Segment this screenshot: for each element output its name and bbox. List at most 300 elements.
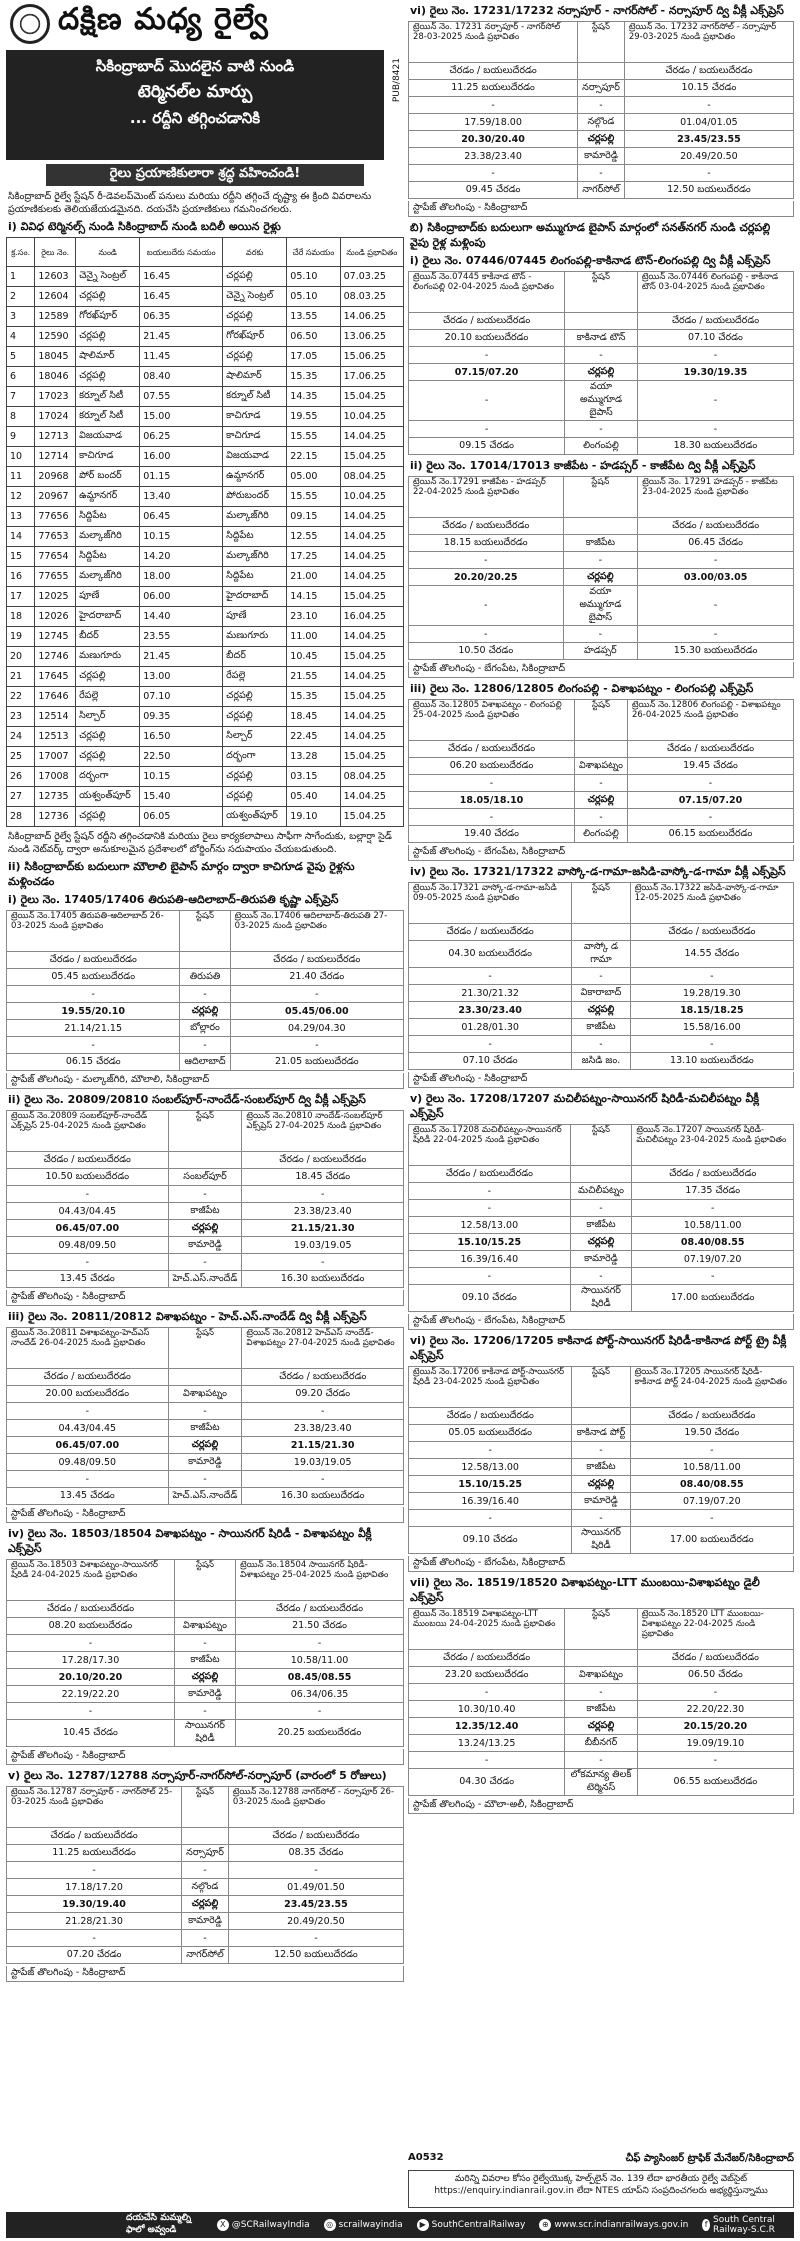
website-link[interactable] [539,2219,688,2231]
table-cell: 14.04.25 [340,507,403,527]
twitter-link[interactable] [217,2219,310,2231]
table-cell: 10.15 [140,767,223,787]
schedule-cell: - [572,1510,630,1527]
table-cell: గోరఖ్‌పూర్ [223,327,287,347]
follow-label: దయచేసి మమ్మల్ని ఫాలో అవ్వండి [126,2213,192,2235]
schedule-row [409,941,794,968]
schedule-cell: 01.28/01.30 [409,1019,572,1036]
schedule-cell: 19.30/19.40 [7,1896,182,1913]
table-cell: రేపల్లె [76,687,140,707]
schedule-cell: - [242,1403,404,1420]
schedule-cell: - [409,97,578,114]
table-cell: గోరఖ్‌పూర్ [76,307,140,327]
schedule-cell: 20.20/20.25 [409,569,564,586]
table-cell: 26 [7,767,35,787]
table-cell: పూణే [76,587,140,607]
table-row [7,367,404,387]
table-cell: మణుగూరు [223,627,287,647]
schedule-cell: 17.28/17.30 [7,1652,175,1669]
schedule-cell: 23.38/23.40 [242,1203,404,1220]
schedule-cell [570,1166,632,1183]
schedule-cell: - [228,1930,403,1947]
schedule-cell: సంబల్‌పూర్ [168,1169,242,1186]
table-cell: చర్లపల్లి [223,307,287,327]
table-cell: చర్లపల్లి [76,807,140,827]
schedule-cell: కామారెడ్డి [168,1454,242,1471]
schedule-row [409,741,794,758]
schedule-cell: చర్లపల్లి [180,1003,230,1020]
stoppage-note: స్టాపేజ్ తొలగింపు - సికింద్రాబాద్ [6,1966,404,1982]
table-cell: యశ్వంత్‌పూర్ [223,807,287,827]
table-cell: పూణే [223,607,287,627]
schedule-cell: - [168,1403,242,1420]
schedule-cell: 13.10 బయలుదేరడం [630,1053,793,1070]
signature: చీఫ్ ప్యాసింజర్ ట్రాఫిక్ మేనేజర్/సికింద్రాబాద్ [625,2153,794,2164]
train-header-left: ట్రెయిన్ నెం.17405 తిరుపతి-ఆదిలాబాద్ 26-03-2025 నుండి ప్రభావితం [7,911,180,952]
schedule-cell: 20.00 బయలుదేరడం [7,1386,169,1403]
schedule-cell: - [7,1403,169,1420]
schedule-cell: - [637,347,793,364]
schedule-row [7,1845,404,1862]
schedule-row [409,792,794,809]
schedule-row [409,1769,794,1796]
table-cell: 14.04.25 [340,787,403,807]
table-cell: 12714 [35,447,76,467]
train-header-right: ట్రెయిన్ నెం.20810 నాందేడ్-సంబల్‌పూర్ ఎక్స్‌ప్రెస్ 27-04-2025 నుండి ప్రభావితం [242,1111,404,1152]
schedule-cell: చేరడం / బయలుదేరడం [637,313,793,330]
train-schedule-table [408,1366,794,1554]
schedule-cell: - [409,809,575,826]
table-cell: 12590 [35,327,76,347]
schedule-cell: కామారెడ్డి [182,1913,229,1930]
schedule-cell: 12.50 బయలుదేరడం [228,1947,403,1964]
table-row [7,667,404,687]
schedule-cell: చేరడం / బయలుదేరడం [236,1601,404,1618]
schedule-cell: - [242,1186,404,1203]
table-cell: 05.00 [287,467,340,487]
schedule-cell: - [7,1471,169,1488]
table-row [7,387,404,407]
schedule-cell: - [409,775,575,792]
schedule-cell: 09.10 చేరడం [409,1527,572,1554]
table-row [7,487,404,507]
schedule-cell: 09.48/09.50 [7,1454,169,1471]
schedule-cell: వికారాబాద్ [572,985,630,1002]
schedule-row [7,1220,404,1237]
schedule-cell: 20.15/20.20 [637,1718,793,1735]
schedule-cell [563,518,638,535]
schedule-cell: చేరడం / బయలుదేరడం [637,1650,793,1667]
schedule-row [409,826,794,843]
schedule-cell: 09.10 చేరడం [409,1285,571,1312]
schedule-cell: 19.55/20.10 [7,1003,180,1020]
table-cell: 16.00 [140,447,223,467]
schedule-cell: 08.45/08.55 [236,1669,404,1686]
schedule-row [409,438,794,455]
schedule-row [409,1053,794,1070]
schedule-cell: చర్లపల్లి [578,131,625,148]
table-cell: మల్కాజ్‌గిరి [76,567,140,587]
schedule-cell: 04.30 బయలుదేరడం [409,941,572,968]
schedule-cell: కామారెడ్డి [168,1237,242,1254]
table-cell: చర్లపల్లి [223,687,287,707]
page-title: దక్షిణ మధ్య రైల్వే [58,2,269,37]
schedule-cell: 16.39/16.40 [409,1493,572,1510]
table-cell: 16.04.25 [340,607,403,627]
schedule-cell: - [409,968,572,985]
schedule-cell: హెచ్.ఎస్.నాందేడ్ [168,1488,242,1505]
schedule-cell: 13.45 చేరడం [7,1488,169,1505]
table-cell: చెన్నై సెంట్రల్ [76,267,140,287]
schedule-cell: 20.49/20.50 [228,1913,403,1930]
schedule-cell: 01.49/01.50 [228,1879,403,1896]
schedule-row [409,1019,794,1036]
schedule-row [409,330,794,347]
schedule-row [7,1601,404,1618]
table-cell: 14.35 [287,387,340,407]
table-cell: 22.15 [287,447,340,467]
stoppage-note: స్టాపేజ్ తొలగింపు - మల్కాజ్‌గిరి, మౌలాలి, సికింద్రాబాద్ [6,1073,404,1089]
table-cell: 14 [7,527,35,547]
table-cell: 12746 [35,647,76,667]
schedule-cell: 19.45 చేరడం [627,758,793,775]
schedule-row [409,421,794,438]
schedule-cell: చేరడం / బయలుదేరడం [409,924,572,941]
table-cell: చర్లపల్లి [76,727,140,747]
schedule-cell: చేరడం / బయలుదేరడం [242,1152,404,1169]
station-header: స్టేషన్ [572,883,630,924]
schedule-row [7,1237,404,1254]
station-header: స్టేషన్ [182,1787,229,1828]
schedule-row [7,1020,404,1037]
table-cell: 07.10 [140,687,223,707]
schedule-cell: బోల్లారం [180,1020,230,1037]
schedule-cell: కాకినాడ టౌన్ [565,330,638,347]
schedule-cell: 19.03/19.05 [242,1454,404,1471]
table-row [7,287,404,307]
schedule-cell: - [7,1254,169,1271]
schedule-row [409,775,794,792]
table-cell: 12603 [35,267,76,287]
table-cell: 14.04.25 [340,727,403,747]
schedule-cell: 21.15/21.30 [242,1437,404,1454]
schedule-row [7,1037,404,1054]
schedule-cell: 13.45 చేరడం [7,1271,169,1288]
table-cell: సిద్దిపేట [76,547,140,567]
schedule-cell: 12.58/13.00 [409,1459,572,1476]
train-schedule-table [6,1110,404,1288]
train-box-title: v) రైలు నెం. 12787/12788 నర్సాపూర్-నాగర్‌సోల్-నర్సాపూర్ (వారంలో 5 రోజులు) [8,1769,387,1782]
schedule-cell: చర్లపల్లి [563,569,638,586]
table-row [7,347,404,367]
schedule-cell: చర్లపల్లి [565,364,638,381]
table-cell: 07.03.25 [340,267,403,287]
table-cell: 21.45 [140,647,223,667]
train-box-title: ii) రైలు నెం. 20809/20810 సంబల్‌పూర్-నాందేడ్-సంబల్‌పూర్ ద్వి వీక్లీ ఎక్స్‌ప్రెస్ [8,1093,366,1106]
schedule-row [409,97,794,114]
schedule-row [7,1054,404,1071]
schedule-row [7,1879,404,1896]
schedule-row [7,1703,404,1720]
schedule-cell: - [630,1036,793,1053]
schedule-cell: 19.03/19.05 [242,1237,404,1254]
schedule-row [409,1510,794,1527]
schedule-cell: 06.34/06.35 [236,1686,404,1703]
banner-line3: ... రద్దీని తగ్గించడానికి [129,109,261,127]
train-schedule-table [6,1327,404,1505]
schedule-row [7,1386,404,1403]
train-schedule-table [408,476,794,660]
schedule-row [409,518,794,535]
table-cell: 5 [7,347,35,367]
schedule-cell: కామారెడ్డి [578,148,625,165]
table-cell: 10.04.25 [340,407,403,427]
schedule-cell: చేరడం / బయలుదేరడం [638,518,794,535]
stoppage-note: స్టాపేజ్ తొలగింపు - బేగంపేట, సికింద్రాబాద్ [408,1314,794,1330]
schedule-row [409,643,794,660]
schedule-cell: 21.50 చేరడం [236,1618,404,1635]
schedule-cell: చేరడం / బయలుదేరడం [630,924,793,941]
schedule-row [7,1652,404,1669]
schedule-cell: 23.45/23.55 [624,131,793,148]
schedule-row [7,1454,404,1471]
schedule-cell: చేరడం / బయలుదేరడం [7,1601,175,1618]
schedule-cell: 19.09/19.10 [637,1735,793,1752]
schedule-cell: 15.58/16.00 [630,1019,793,1036]
table-cell: మల్కాజ్‌గిరి [223,547,287,567]
table-cell: 25 [7,747,35,767]
table-row [7,707,404,727]
schedule-cell: - [7,1186,169,1203]
train-header-right: ట్రెయిన్ నెం.17207 సాయినగర్ షిరిడీ-మచిలీపట్నం 23-04-2025 నుండి ప్రభావితం [632,1125,794,1166]
schedule-cell: 04.43/04.45 [7,1420,169,1437]
youtube-link[interactable] [417,2219,526,2231]
table-cell: కాచిగూడ [223,427,287,447]
schedule-row [7,1271,404,1288]
table-cell: 12713 [35,427,76,447]
schedule-cell: 23.38/23.40 [409,148,578,165]
table-cell: పోరుబందర్ [223,487,287,507]
schedule-row [409,924,794,941]
train-header-row [409,1609,794,1650]
schedule-cell: - [563,626,638,643]
schedule-cell: లింగంపల్లి [565,438,638,455]
schedule-cell: - [182,1930,229,1947]
schedule-row [409,1251,794,1268]
schedule-row [409,148,794,165]
train-header-row [7,1111,404,1152]
table-row [7,507,404,527]
table-cell: చర్లపల్లి [223,267,287,287]
table-cell: 14.04.25 [340,427,403,447]
schedule-row [409,1234,794,1251]
schedule-cell: 17.00 బయలుదేరడం [630,1527,793,1554]
schedule-cell [168,1152,242,1169]
schedule-cell: - [236,1703,404,1720]
station-header: స్టేషన్ [168,1328,242,1369]
table-cell: 19.10 [287,807,340,827]
table-cell: పోర్ బందర్ [76,467,140,487]
schedule-cell: - [228,1862,403,1879]
schedule-cell: విశాఖపట్నం [168,1386,242,1403]
schedule-row [7,1169,404,1186]
table-cell: 14.04.25 [340,707,403,727]
schedule-cell: 06.15 చేరడం [7,1054,180,1071]
table-cell: 06.00 [140,587,223,607]
schedule-cell: - [409,1200,571,1217]
table-cell: చర్లపల్లి [76,327,140,347]
table-cell: షాలిమార్ [76,347,140,367]
schedule-cell: - [570,1268,632,1285]
schedule-cell: - [637,1752,793,1769]
schedule-cell [174,1601,235,1618]
schedule-cell: 03.00/03.05 [638,569,794,586]
table-header-cell: క్ర.సం. [7,238,35,267]
schedule-cell: కామారెడ్డి [570,1251,632,1268]
train-header-left: ట్రెయిన్ నెం.20809 సంబల్‌పూర్-నాందేడ్ ఎక్స్‌ప్రెస్ 25-04-2025 నుండి ప్రభావితం [7,1111,169,1152]
schedule-cell: చేరడం / బయలుదేరడం [627,741,793,758]
schedule-cell: 10.15 చేరడం [624,80,793,97]
table-cell: 12.55 [287,527,340,547]
table-cell: 12025 [35,587,76,607]
schedule-row [7,1003,404,1020]
schedule-cell: 01.04/01.05 [624,114,793,131]
schedule-cell: 23.30/23.40 [409,1002,572,1019]
table-cell: దర్భంగా [76,767,140,787]
train-box-title: vii) రైలు నెం. 18519/18520 విశాఖపట్నం-LTT ముంబయి-విశాఖపట్నం డైలీ ఎక్స్‌ప్రెస్ [410,1576,760,1604]
train-box-title: i) రైలు నెం. 17405/17406 తిరుపతి-ఆదిలాబాద్-తిరుపతి కృష్ణా ఎక్స్‌ప్రెస్ [8,893,339,906]
website-url: www.scr.indianrailways.gov.in [554,2220,689,2230]
table-cell: 13 [7,507,35,527]
youtube-icon: ▶ [417,2219,429,2231]
table-cell: 77656 [35,507,76,527]
schedule-cell: - [242,1471,404,1488]
schedule-cell: చేరడం / బయలుదేరడం [7,1828,182,1845]
table-cell: 2 [7,287,35,307]
schedule-cell: 10.30/10.40 [409,1701,565,1718]
schedule-cell: 22.20/22.30 [637,1701,793,1718]
schedule-cell: - [565,1752,637,1769]
table-cell: విజయవాడ [223,447,287,467]
table-cell: 17008 [35,767,76,787]
schedule-row [409,809,794,826]
schedule-cell: 16.30 బయలుదేరడం [242,1488,404,1505]
table-cell: 15.35 [287,367,340,387]
schedule-row [409,182,794,199]
schedule-cell: 06.15 బయలుదేరడం [627,826,793,843]
schedule-cell: 09.20 చేరడం [242,1386,404,1403]
table-row [7,527,404,547]
train-header-right: ట్రెయిన్ నెం.17322 జసిడి-వాస్కో-డ-గామా 12-05-2025 నుండి ప్రభావితం [630,883,793,924]
facebook-link[interactable] [702,2215,794,2235]
schedule-cell: 09.15 చేరడం [409,438,565,455]
schedule-cell: మచిలీపట్నం [570,1183,632,1200]
schedule-row [409,1476,794,1493]
train-header-right: ట్రెయిన్ నెం.17205 సాయినగర్ షిరిడీ-కాకినాడ పోర్ట్ 24-04-2025 నుండి ప్రభావితం [630,1367,793,1408]
schedule-cell: చర్లపల్లి [570,1234,632,1251]
schedule-cell: సాయినగర్ షిరిడీ [570,1285,632,1312]
table-header-cell: చేరే సమయం [287,238,340,267]
table-cell: 16.45 [140,287,223,307]
schedule-cell: చేరడం / బయలుదేరడం [7,1369,169,1386]
station-header: స్టేషన్ [578,22,625,63]
table-cell: చర్లపల్లి [76,367,140,387]
schedule-cell: - [632,1200,794,1217]
left-train-boxes [6,892,404,1982]
instagram-handle: scrailwayindia [338,2220,403,2230]
table-cell: మల్కాజ్‌గిరి [76,527,140,547]
table-cell: 19.55 [287,407,340,427]
banner-line2: టెర్మినల్‌ల మార్పు [137,82,253,102]
schedule-cell: - [409,421,565,438]
schedule-row [7,1254,404,1271]
table-cell: బీదర్ [223,647,287,667]
table-cell: 11.00 [287,627,340,647]
table-cell: 10.04.25 [340,487,403,507]
schedule-row [409,1268,794,1285]
schedule-cell: చర్లపల్లి [572,1476,630,1493]
schedule-cell: - [409,1036,572,1053]
schedule-cell: జసిడి జం. [572,1053,630,1070]
schedule-cell: కాజీపేట [174,1652,235,1669]
table-cell: 20968 [35,467,76,487]
schedule-row [7,1947,404,1964]
table-cell: 1 [7,267,35,287]
schedule-cell: 22.19/22.20 [7,1686,175,1703]
table-row [7,587,404,607]
table-cell: 17.06.25 [340,367,403,387]
schedule-row [7,1403,404,1420]
schedule-cell: 09.45 చేరడం [409,182,578,199]
schedule-row [409,165,794,182]
train-box-title: i) రైలు నెం. 07446/07445 లింగంపల్లి-కాకినాడ టౌన్-లింగంపల్లి ద్వి వీక్లీ ఎక్స్‌ప్రెస్ [410,254,771,267]
table-cell: చర్లపల్లి [223,707,287,727]
schedule-cell: 18.05/18.10 [409,792,575,809]
table-header-cell: నుండి ప్రభావితం [340,238,403,267]
schedule-cell: తిరుపతి [180,969,230,986]
table-cell: మణుగూరు [76,647,140,667]
schedule-cell: - [7,1930,182,1947]
schedule-cell: - [180,1037,230,1054]
schedule-cell: - [637,421,793,438]
schedule-row [7,1913,404,1930]
train-schedule-table [408,21,794,199]
instagram-link[interactable] [324,2219,403,2231]
schedule-cell: 15.10/15.25 [409,1234,571,1251]
schedule-cell: చర్లపల్లి [182,1896,229,1913]
schedule-cell: విశాఖపట్నం [565,1667,637,1684]
table-cell: 11 [7,467,35,487]
schedule-cell: చేరడం / బయలుదేరడం [632,1166,794,1183]
header [6,0,404,50]
schedule-row [409,552,794,569]
table-cell: 12604 [35,287,76,307]
table-cell: చర్లపల్లి [223,347,287,367]
train-header-right: ట్రెయిన్ నెం.12806 లింగంపల్లి - విశాఖపట్నం 26-04-2025 నుండి ప్రభావితం [627,700,793,741]
schedule-cell: - [638,552,794,569]
station-header: స్టేషన్ [174,1560,235,1601]
schedule-cell: 18.15/18.25 [630,1002,793,1019]
table-cell: 13.40 [140,487,223,507]
table-row [7,447,404,467]
schedule-row [409,313,794,330]
schedule-cell: 21.28/21.30 [7,1913,182,1930]
schedule-row [409,347,794,364]
table-cell: విజయవాడ [76,427,140,447]
schedule-row [409,968,794,985]
schedule-cell: - [637,381,793,421]
schedule-cell: - [565,347,638,364]
